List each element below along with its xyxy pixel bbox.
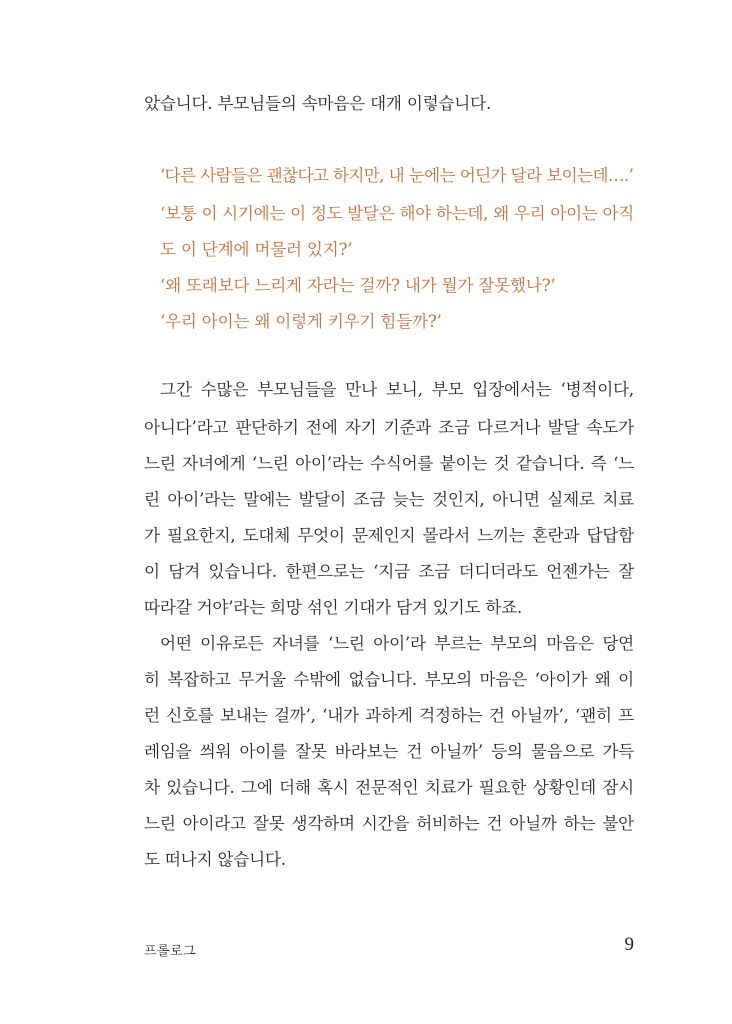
paragraph-line: 레임을 씌워 아이를 잘못 바라보는 건 아닐까’ 등의 물음으로 가득 xyxy=(144,742,634,761)
paragraph-line: 어떤 이유로든 자녀를 ‘느린 아이’라 부르는 부모의 마음은 당연 xyxy=(160,634,634,653)
intro-line: 았습니다. 부모님들의 속마음은 대개 이렇습니다. xyxy=(144,94,492,113)
paragraph-line: 차 있습니다. 그에 더해 혹시 전문적인 치료가 필요한 상황인데 잠시 xyxy=(144,778,634,797)
quote-line: ‘왜 또래보다 느리게 자라는 걸까? 내가 뭘가 잘못했나?’ xyxy=(160,276,556,295)
paragraph-line: 런 신호를 보내는 걸까’, ‘내가 과하게 걱정하는 건 아닐까’, ‘괜히 프 xyxy=(144,706,634,725)
paragraph-line: 린 아이’라는 말에는 발달이 조금 늦는 것인지, 아니면 실제로 치료 xyxy=(144,490,634,509)
page-number: 9 xyxy=(624,934,634,955)
quote-line: ‘우리 아이는 왜 이렇게 키우기 힘들까?’ xyxy=(160,312,442,331)
paragraph-line: 가 필요한지, 도대체 무엇이 문제인지 몰라서 느끼는 혼란과 답답함 xyxy=(144,526,634,545)
paragraph-line: 아니다’라고 판단하기 전에 자기 기준과 조금 다르거나 발달 속도가 xyxy=(144,418,634,437)
paragraph-line: 느린 자녀에게 ‘느린 아이’라는 수식어를 붙이는 것 같습니다. 즉 ‘느 xyxy=(144,454,634,473)
quote-line: ‘보통 이 시기에는 이 정도 발달은 해야 하는데, 왜 우리 아이는 아직 xyxy=(160,204,634,223)
paragraph-line: 히 복잡하고 무거울 수밖에 없습니다. 부모의 마음은 ‘아이가 왜 이 xyxy=(144,670,634,689)
paragraph-line: 이 담겨 있습니다. 한편으로는 ‘지금 조금 더디더라도 언젠가는 잘 xyxy=(144,562,634,581)
paragraph-line: 느린 아이라고 잘못 생각하며 시간을 허비하는 건 아닐까 하는 불안 xyxy=(144,814,634,833)
quote-line: 도 이 단계에 머물러 있지?’ xyxy=(160,240,353,259)
paragraph-line: 그간 수많은 부모님들을 만나 보니, 부모 입장에서는 ‘병적이다, xyxy=(160,380,634,399)
paragraph-line: 도 떠나지 않습니다. xyxy=(144,850,286,869)
section-label: 프롤로그 xyxy=(144,944,197,959)
paragraph-line: 따라갈 거야’라는 희망 섞인 기대가 담겨 있기도 하죠. xyxy=(144,598,523,617)
quote-line: ‘다른 사람들은 괜찮다고 하지만, 내 눈에는 어딘가 달라 보이는데….’ xyxy=(160,166,634,185)
